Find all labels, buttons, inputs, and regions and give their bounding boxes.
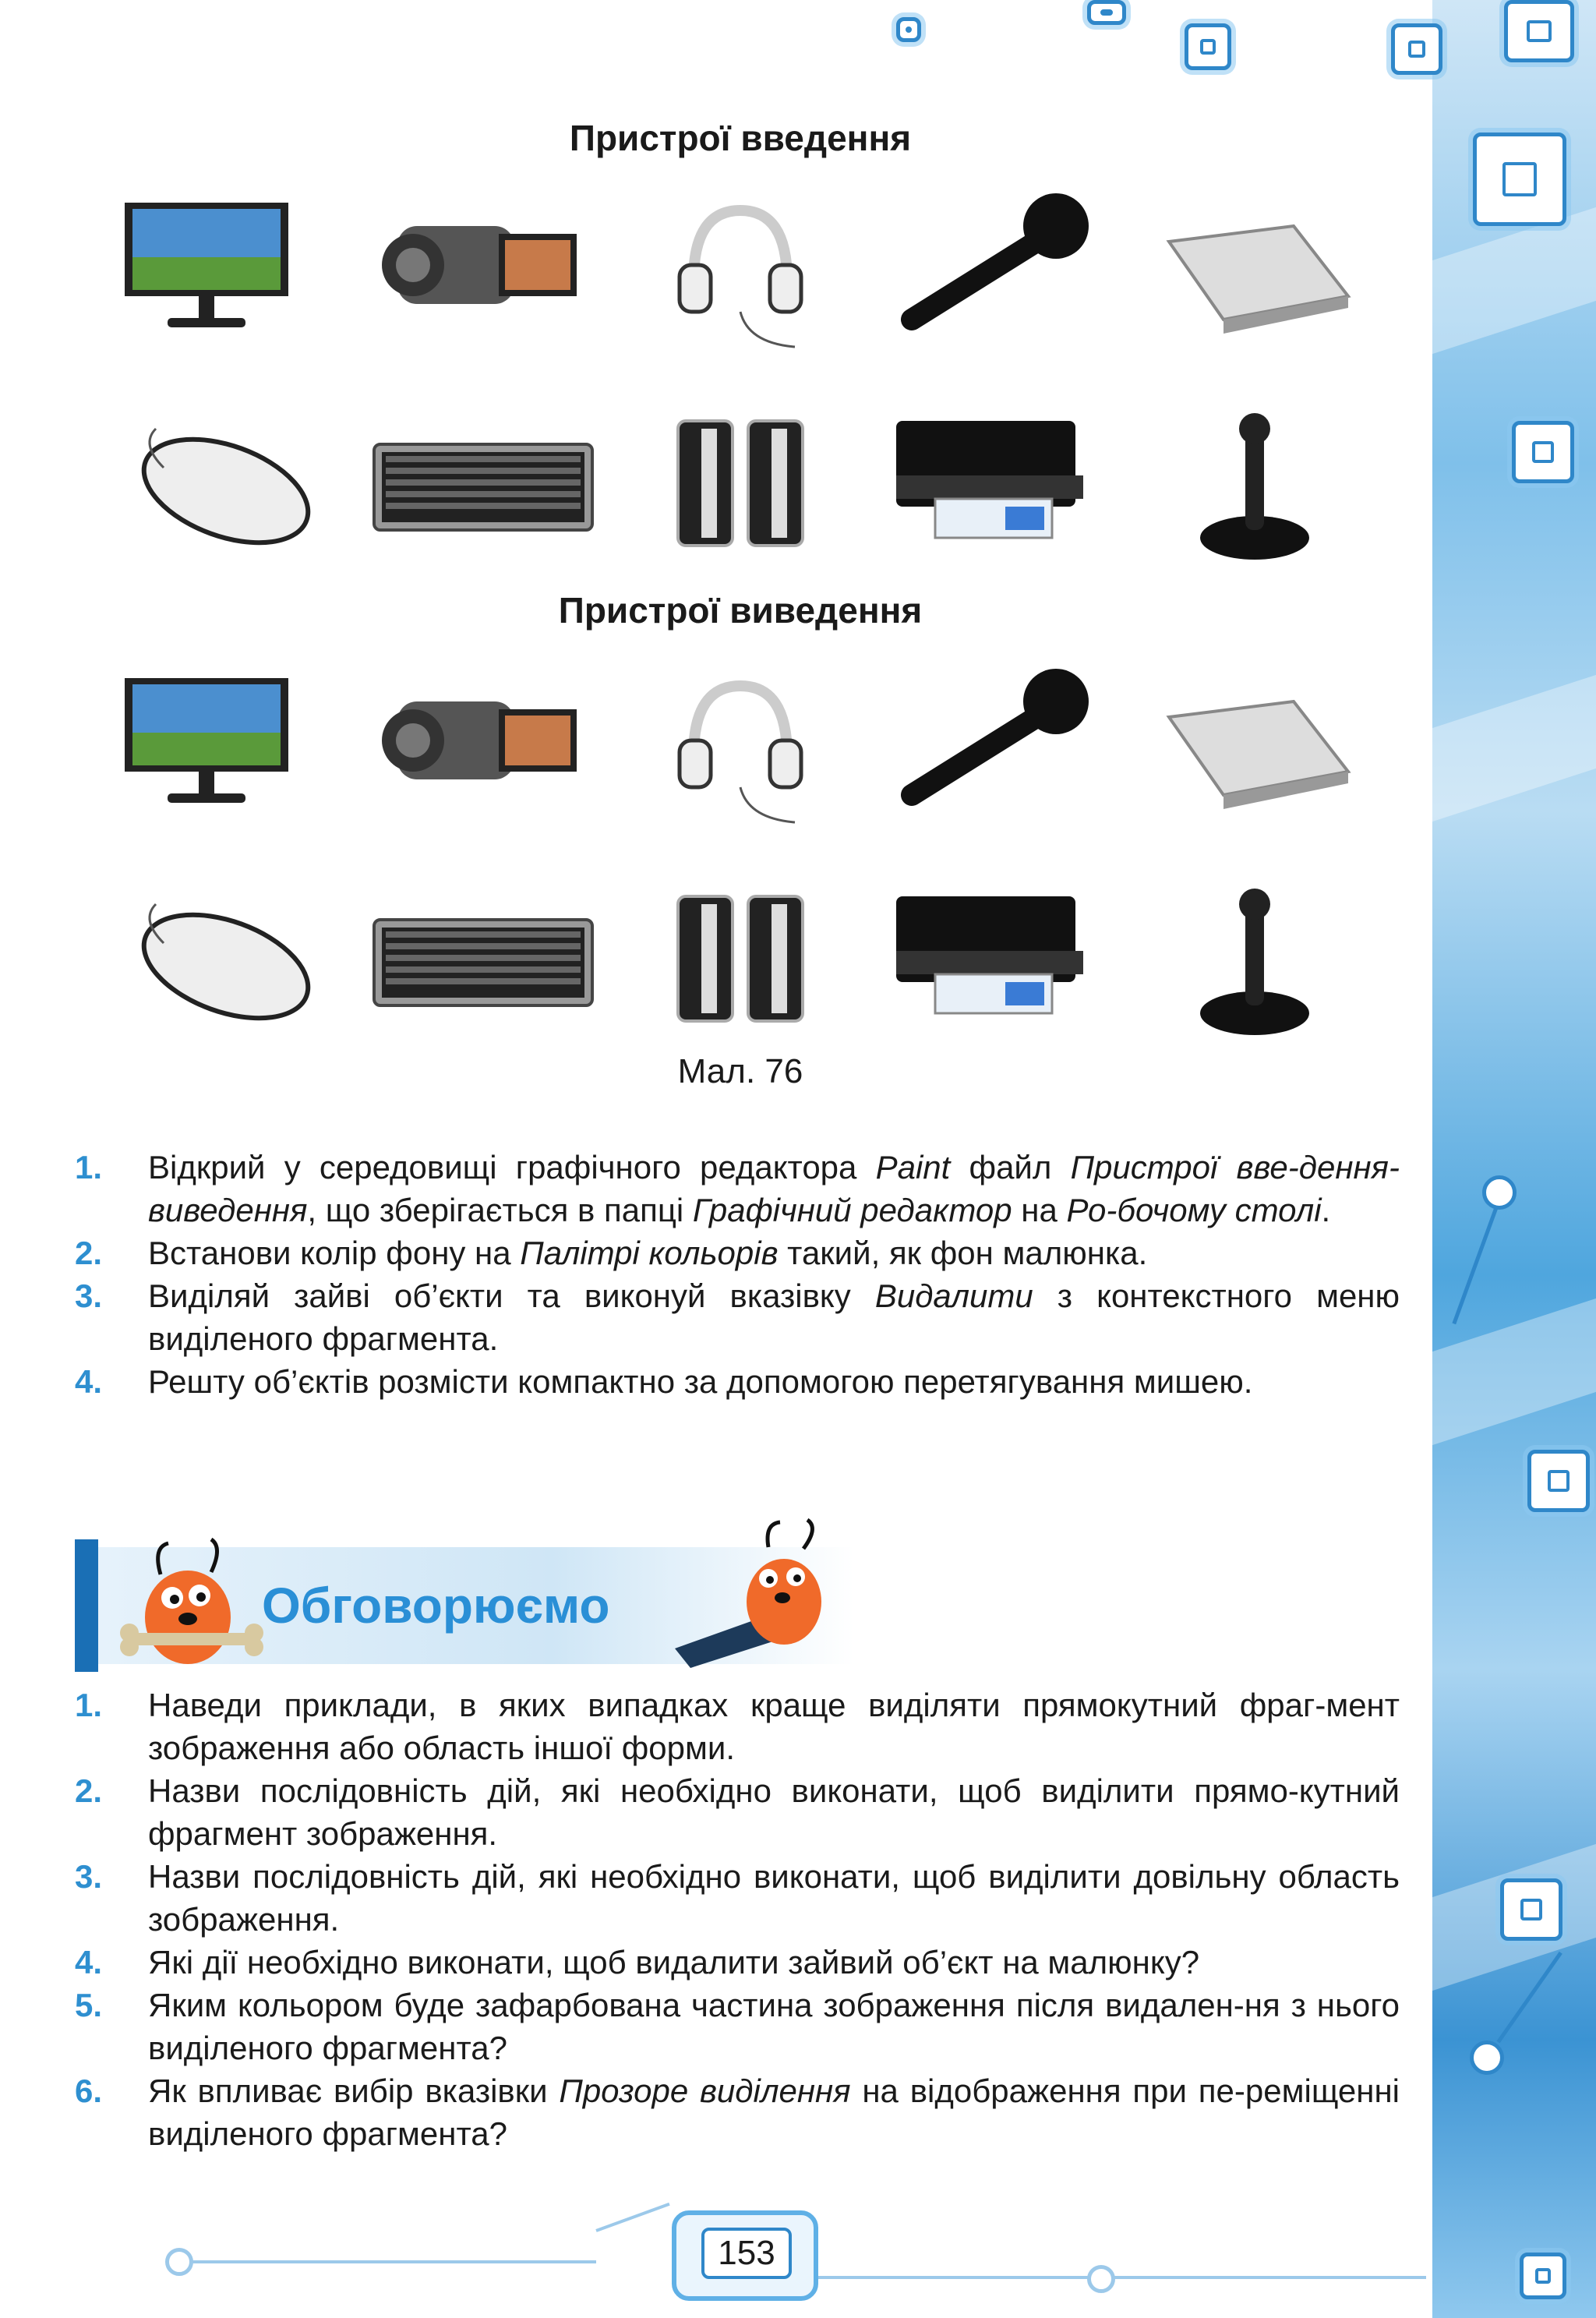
- item-text: Назви послідовність дій, які необхідно виконати, щоб виділити довільну область зображення.: [148, 1858, 1400, 1938]
- footer-line: [810, 2276, 1099, 2279]
- item-text: Наведи приклади, в яких випадках краще виділяти прямокутний фраг-мент зображення або область іншої форми.: [148, 1687, 1400, 1766]
- footer-line: [191, 2260, 596, 2263]
- figure-caption: Мал. 76: [677, 1052, 803, 1090]
- microphone-icon: [881, 179, 1114, 366]
- decorative-circle-icon: [1482, 1175, 1517, 1210]
- item-number: 4.: [75, 1944, 103, 1981]
- item-text: Встанови колір фону на Палітрі кольорів такий, як фон малюнка.: [148, 1235, 1148, 1271]
- dog-mascot-icon: [114, 1532, 270, 1680]
- monitor-icon: [109, 655, 343, 842]
- decorative-square-icon: [1520, 2253, 1566, 2299]
- decorative-square-icon: [896, 17, 921, 42]
- decorative-circle-icon: [1470, 2041, 1504, 2075]
- list-item: [75, 1146, 1400, 1231]
- microphone-icon: [881, 655, 1114, 842]
- decorative-square-icon: [1473, 133, 1566, 226]
- list-item: [75, 2069, 1400, 2155]
- decorative-band: [1432, 675, 1596, 822]
- input-devices-heading: Пристрої введення: [569, 118, 912, 158]
- decorative-square-icon: [1185, 23, 1231, 70]
- item-number: 5.: [75, 1987, 103, 2023]
- list-item: [75, 1941, 1400, 1984]
- footer-circle-icon: [165, 2248, 193, 2276]
- decorative-square-icon: [1512, 421, 1574, 483]
- item-text: Виділяй зайві об’єкти та виконуй вказівку Видалити з контекстного меню виділеного фрагмента.: [148, 1277, 1400, 1357]
- footer-line: [595, 2203, 669, 2232]
- item-text: Яким кольором буде зафарбована частина зображення після видален-ня з нього виділеного фрагмента?: [148, 1987, 1400, 2066]
- list-item: [75, 1274, 1400, 1360]
- decorative-side-strip: [1432, 0, 1596, 2318]
- keyboard-icon: [366, 390, 600, 577]
- input-devices-grid: [109, 179, 1356, 600]
- headphones-icon: [623, 179, 857, 366]
- list-item: [75, 1855, 1400, 1941]
- item-number: 2.: [75, 1235, 103, 1271]
- decorative-square-icon: [1527, 1450, 1590, 1512]
- scanner-icon: [1138, 655, 1372, 842]
- mouse-icon: [109, 865, 343, 1052]
- item-number: 2.: [75, 1772, 103, 1809]
- list-item: [75, 1360, 1400, 1403]
- output-devices-heading: Пристрої виведення: [558, 590, 923, 631]
- scanner-icon: [1138, 179, 1372, 366]
- page-number: 153: [701, 2228, 792, 2279]
- item-number: 6.: [75, 2072, 103, 2109]
- item-number: 3.: [75, 1858, 103, 1895]
- speakers-icon: [623, 390, 857, 577]
- list-item: [75, 1984, 1400, 2069]
- joystick-icon: [1138, 865, 1372, 1052]
- item-number: 1.: [75, 1687, 103, 1723]
- task-list: [75, 1146, 1400, 1403]
- printer-icon: [881, 390, 1114, 577]
- item-number: 4.: [75, 1363, 103, 1400]
- item-text: Які дії необхідно виконати, щоб видалити зайвий об’єкт на малюнку?: [148, 1944, 1200, 1981]
- discuss-question-list: [75, 1684, 1400, 2155]
- speakers-icon: [623, 865, 857, 1052]
- item-text: Решту об’єктів розмісти компактно за допомогою перетягування мишею.: [148, 1363, 1253, 1400]
- decorative-square-icon: [1504, 0, 1574, 62]
- decorative-band: [1432, 207, 1596, 354]
- decorative-square-icon: [1500, 1878, 1562, 1941]
- headphones-icon: [623, 655, 857, 842]
- list-item: [75, 1769, 1400, 1855]
- item-number: 3.: [75, 1277, 103, 1314]
- mouse-icon: [109, 390, 343, 577]
- decorative-square-icon: [1391, 23, 1442, 75]
- discuss-banner: [75, 1539, 854, 1672]
- item-text: Назви послідовність дій, які необхідно виконати, щоб виділити прямо-кутний фрагмент зображення.: [148, 1772, 1400, 1852]
- list-item: [75, 1231, 1400, 1274]
- item-text: Відкрий у середовищі графічного редактора Paint файл Пристрої вве-дення-виведення, що зберігається в папці Графічний редактор на Ро-бочому столі.: [148, 1149, 1400, 1228]
- monitor-icon: [109, 179, 343, 366]
- output-devices-grid: [109, 655, 1356, 1076]
- camcorder-icon: [366, 179, 600, 366]
- item-text: Як впливає вибір вказівки Прозоре виділення на відображення при пе-реміщенні виділеного фрагмента?: [148, 2072, 1400, 2152]
- camcorder-icon: [366, 655, 600, 842]
- decorative-square-icon: [1087, 0, 1126, 25]
- joystick-icon: [1138, 390, 1372, 577]
- discuss-title: Обговорюємо: [262, 1578, 610, 1634]
- list-item: [75, 1684, 1400, 1769]
- banner-bar: [75, 1539, 98, 1672]
- footer-line: [1114, 2276, 1426, 2279]
- keyboard-icon: [366, 865, 600, 1052]
- footer-circle-icon: [1087, 2265, 1115, 2293]
- printer-icon: [881, 865, 1114, 1052]
- item-number: 1.: [75, 1149, 103, 1186]
- dog-with-tablet-icon: [667, 1516, 854, 1672]
